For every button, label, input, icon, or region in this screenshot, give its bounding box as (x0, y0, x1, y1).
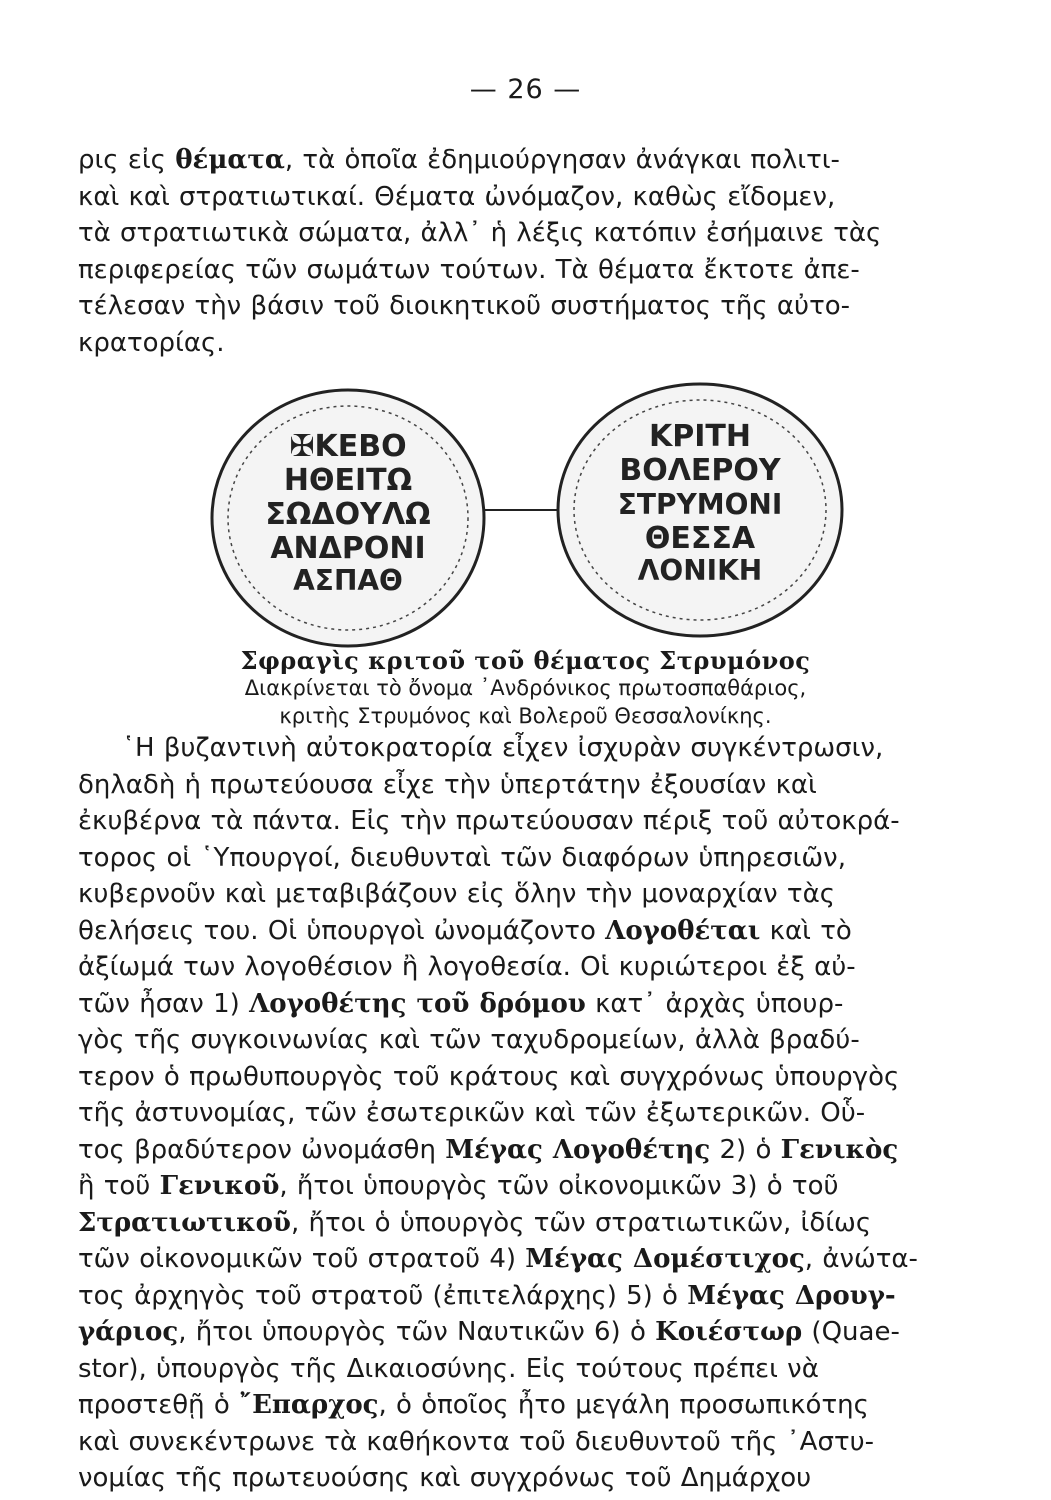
text-line (78, 840, 1004, 877)
text-line (78, 1168, 1004, 1205)
text-line (78, 325, 1004, 362)
text-line (78, 1241, 1004, 1278)
text-line (78, 1424, 1004, 1461)
left-seal-line-2: ΗΘΕΙΤΩ (283, 463, 413, 498)
text-run: τὰ στρατιωτικὰ σώματα, ἀλλ᾽ ἡ λέξις κατόπιν ἐσήμαινε τὰς (78, 218, 882, 248)
bold-term: Στρατιωτικοῦ (78, 1207, 291, 1238)
text-run: , τὰ ὁποῖα ἐδημιούργησαν ἀνάγκαι πολιτι- (284, 145, 840, 175)
text-run: , ἤτοι ὑπουργὸς τῶν Ναυτικῶν 6) ὁ (178, 1317, 656, 1347)
text-line (78, 949, 1004, 986)
text-run: καὶ καὶ στρατιωτικαί. Θέματα ὠνόμαζον, καθὼς εἴδομεν, (78, 181, 836, 212)
text-line (78, 1351, 1004, 1388)
left-seal (212, 390, 484, 646)
text-run: ἀξίωμά των λογοθέσιον ἢ λογοθεσία. Οἱ κυριώτεροι ἐξ αὐ- (78, 952, 856, 982)
bold-term: Μέγας Δομέστιχος (525, 1244, 805, 1274)
bold-term: γάριος (78, 1317, 179, 1347)
text-run: γὸς τῆς συγκοινωνίας καὶ τῶν ταχυδρομείων, ἀλλὰ βραδύ- (78, 1025, 860, 1055)
text-run: , ὁ ὁποῖος ἦτο μεγάλη προσωπικότης (378, 1390, 869, 1420)
text-run: , ἤτοι ὑπουργὸς τῶν οἰκονομικῶν 3) ὁ τοῦ (279, 1171, 839, 1201)
text-line (78, 913, 1004, 950)
text-run: τῶν ἦσαν 1) (78, 988, 250, 1019)
text-run: ἢ τοῦ (78, 1171, 160, 1201)
text-line (78, 179, 1004, 216)
text-line (78, 803, 1004, 840)
bold-term: Μέγας Λογοθέτης (445, 1134, 711, 1165)
figure-caption-line-2: κριτὴς Στρυμόνος καὶ Βολεροῦ Θεσσαλονίκης. (279, 704, 772, 728)
text-line (78, 1132, 1004, 1169)
text-run: προστεθῇ ὁ (78, 1390, 240, 1420)
text-run: κατ᾽ ἀρχὰς ὑπουρ- (585, 988, 844, 1019)
text-run: stor), ὑπουργὸς τῆς Δικαιοσύνης. Εἰς τούτους πρέπει νὰ (78, 1353, 819, 1384)
text-line (78, 1314, 1004, 1351)
seal-illustration (200, 378, 860, 650)
text-line (78, 986, 1004, 1023)
text-run: κυβερνοῦν καὶ μεταβιβάζουν εἰς ὅλην τὴν μοναρχίαν τὰς (78, 879, 835, 909)
text-run: καὶ τὸ (760, 915, 852, 946)
figure-caption-title: Σφραγὶς κριτοῦ τοῦ θέματος Στρυμόνος (240, 646, 811, 675)
right-seal-line-4: ΘΕΣΣΑ (644, 521, 756, 556)
bold-term: Γενικοῦ (159, 1171, 280, 1201)
text-line (78, 876, 1004, 913)
page-number: — 26 — (469, 74, 582, 105)
right-seal-line-5: ΛΟΝΙΚΗ (637, 554, 763, 587)
text-line (78, 1278, 1004, 1315)
text-line (78, 1387, 1004, 1424)
text-run: τος βραδύτερον ὠνομάσθη (78, 1134, 446, 1165)
text-line (78, 1460, 1004, 1497)
bold-term: Λογοθέται (605, 915, 761, 946)
text-run: τερον ὁ πρωθυπουργὸς τοῦ κράτους καὶ συγχρόνως ὑπουργὸς (78, 1061, 900, 1092)
text-line (78, 730, 1004, 767)
text-run: δηλαδὴ ἡ πρωτεύουσα εἶχε τὴν ὑπερτάτην ἐξουσίαν καὶ (78, 769, 817, 800)
text-run: τῆς ἀστυνομίας, τῶν ἐσωτερικῶν καὶ τῶν ἐξωτερικῶν. Οὗ- (78, 1098, 866, 1128)
paragraph-2 (78, 730, 1004, 1497)
text-run: τος ἀρχηγὸς τοῦ στρατοῦ (ἐπιτελάρχης) 5) ὁ (78, 1280, 688, 1311)
text-run: (Quae- (802, 1317, 900, 1347)
text-run: τέλεσαν τὴν βάσιν τοῦ διοικητικοῦ συστήματος τῆς αὐτο- (78, 291, 851, 321)
text-run: ῾Η βυζαντινὴ αὐτοκρατορία εἶχεν ἰσχυρὰν συγκέντρωσιν, (122, 733, 884, 763)
bold-term: Κοιέστωρ (655, 1317, 803, 1347)
right-seal-line-3: ΣΤΡΥΜΟΝΙ (617, 488, 783, 521)
text-run: ρις εἰς (78, 145, 176, 175)
text-run: περιφερείας τῶν σωμάτων τούτων. Τὰ θέματα ἔκτοτε ἀπε- (78, 254, 860, 285)
bold-term: Γενικὸς (780, 1134, 899, 1165)
text-run: 2) ὁ (710, 1134, 781, 1165)
text-run: νομίας τῆς πρωτευούσης καὶ συγχρόνως τοῦ Δημάρχου (78, 1463, 812, 1493)
text-line (78, 215, 1004, 252)
text-run: ἐκυβέρνα τὰ πάντα. Εἰς τὴν πρωτεύουσαν πέριξ τοῦ αὐτοκρά- (78, 806, 900, 836)
text-line (78, 1205, 1004, 1242)
text-run: , ἤτοι ὁ ὑπουργὸς τῶν στρατιωτικῶν, ἰδίως (290, 1207, 872, 1238)
text-run: καὶ συνεκέντρωνε τὰ καθήκοντα τοῦ διευθυντοῦ τῆς ᾽Αστυ- (78, 1426, 875, 1457)
text-run: τῶν οἰκονομικῶν τοῦ στρατοῦ 4) (78, 1244, 526, 1274)
text-line (78, 142, 1004, 179)
bold-term: Λογοθέτης τοῦ δρόμου (249, 988, 586, 1019)
left-seal-line-1: ✠ΚΕΒΟ (289, 429, 407, 464)
text-line (78, 1095, 1004, 1132)
text-run: θελήσεις του. Οἱ ὑπουργοὶ ὠνομάζοντο (78, 915, 606, 946)
text-line (78, 1059, 1004, 1096)
figure-caption-line-1: Διακρίνεται τὸ ὄνομα ᾽Ανδρόνικος πρωτοσπαθάριος, (244, 676, 807, 700)
paragraph-1 (78, 142, 1004, 361)
text-line (78, 288, 1004, 325)
bold-term: θέματα (175, 145, 285, 175)
bold-term: ῎Επαρχος (239, 1390, 379, 1420)
text-run: κρατορίας. (78, 327, 225, 358)
left-seal-line-3: ΣΩΔΟΥΛΩ (265, 497, 431, 532)
right-seal-line-1: ΚΡΙΤΗ (649, 419, 751, 454)
left-seal-line-5: ΑΣΠΑΘ (293, 564, 403, 597)
right-seal (558, 384, 842, 636)
text-run: , ἀνώτα- (804, 1244, 918, 1274)
text-line (78, 1022, 1004, 1059)
right-seal-line-2: ΒΟΛΕΡΟΥ (619, 453, 781, 488)
text-run: τορος οἱ ῾Υπουργοί, διευθυνταὶ τῶν διαφόρων ὑπηρεσιῶν, (78, 842, 846, 873)
bold-term: Μέγας Δρουγ- (687, 1280, 896, 1311)
left-seal-line-4: ΑΝΔΡΟΝΙ (270, 531, 426, 566)
text-line (78, 252, 1004, 289)
text-line (78, 767, 1004, 804)
seal-figure (200, 378, 860, 650)
